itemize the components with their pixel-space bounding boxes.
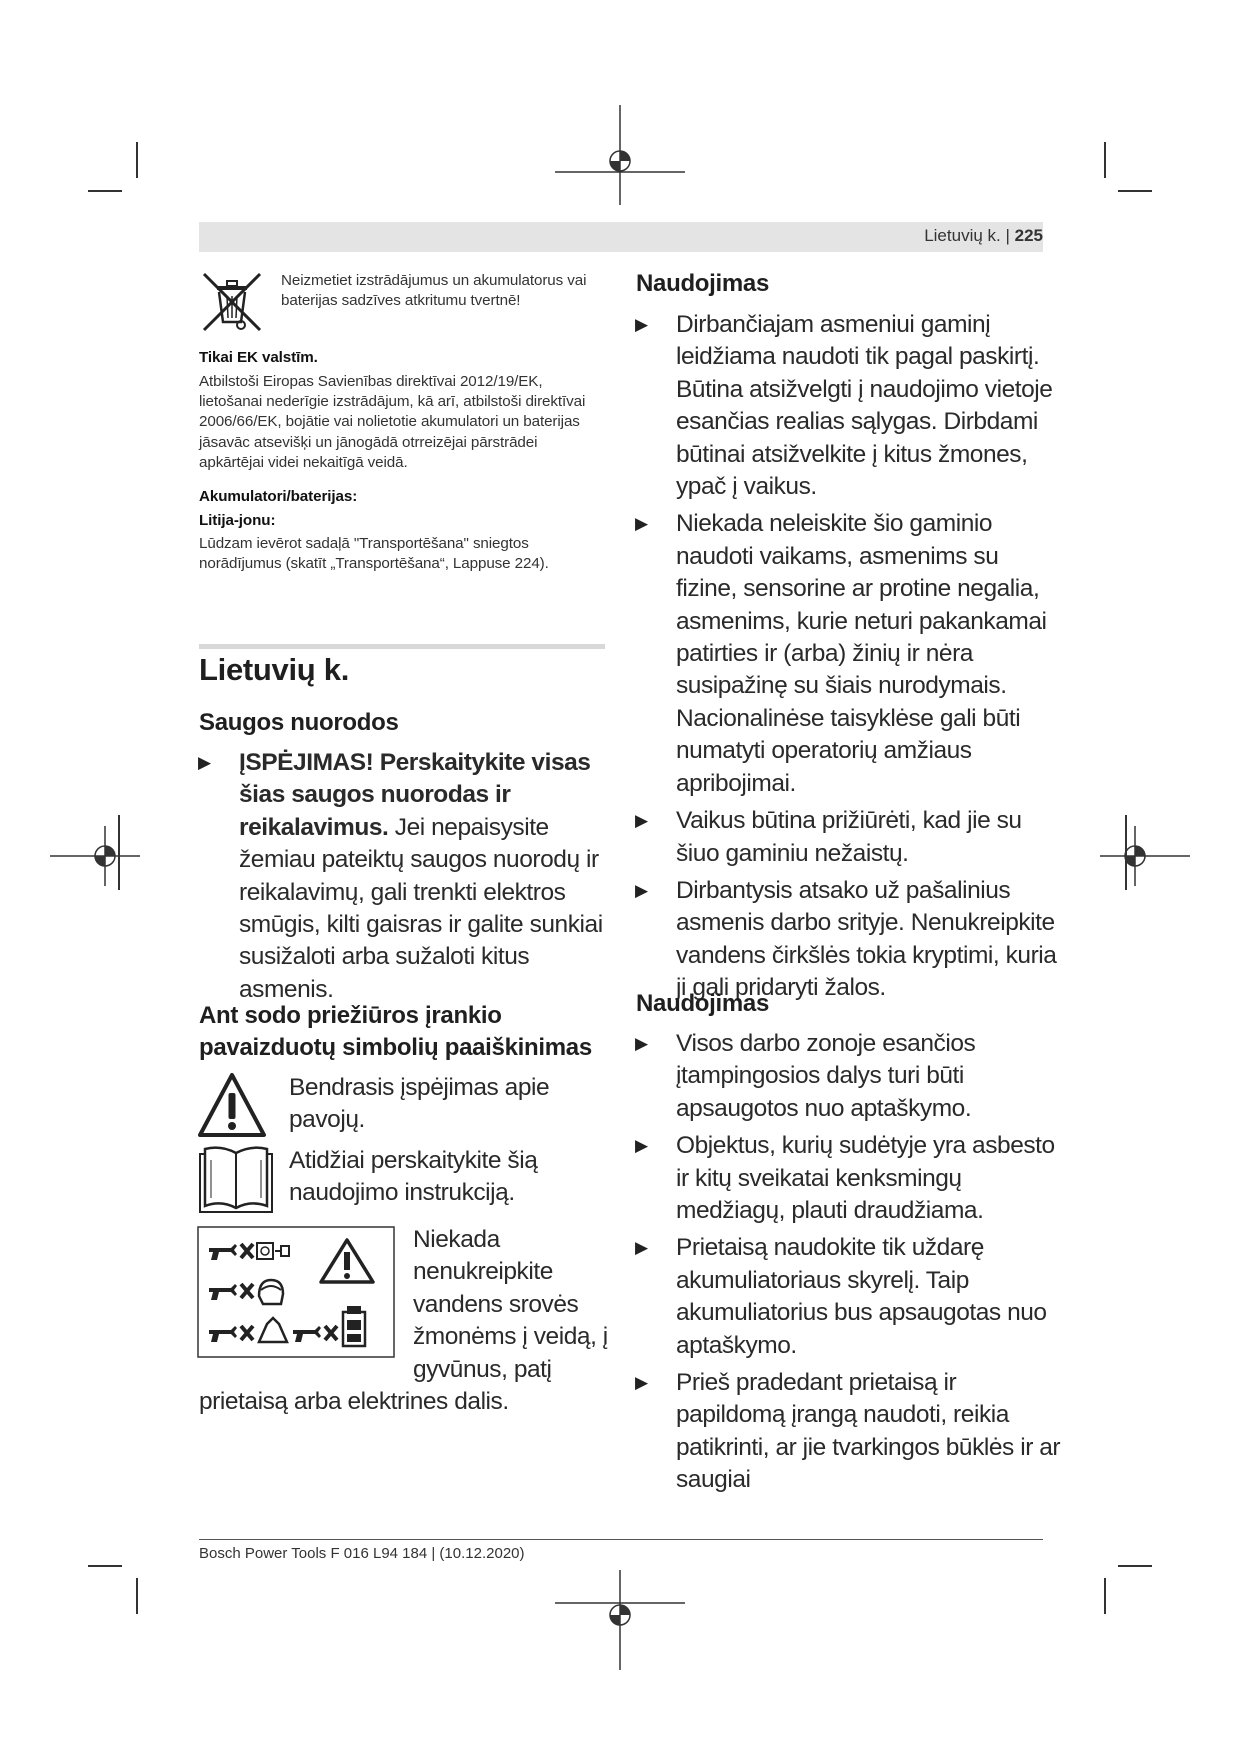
- crop-mark: [1104, 142, 1106, 178]
- usage-item: ▶ Vaikus būtina prižiūrėti, kad jie su šiuo gaminiu nežaistų.: [655, 805, 1063, 870]
- weee-text: Neizmetiet izstrādājumus un akumulatorus vai baterijas sadzīves atkritumu tvertnē!: [281, 272, 587, 310]
- symbols-heading: Ant sodo priežiūros įrankio pavaizduotų simbolių paaiškinimas: [199, 1002, 592, 1061]
- warning-text: Jei nepaisysite žemiau pateiktų saugos nuorodų ir reikalavimų, gali trenkti elektros smūgis, kilti gaisras ir galite sunkiai susižaloti arba sužaloti kitus asmenis.: [239, 813, 603, 1003]
- footer-text: Bosch Power Tools F 016 L94 184 | (10.12.2020): [199, 1545, 525, 1562]
- section-divider: [199, 644, 605, 649]
- usage-item: ▶ Objektus, kurių sudėtyje yra asbesto ir kitų sveikatai kenksmingų medžiagų, plauti draudžiama.: [655, 1130, 1063, 1227]
- no-spray-text: [199, 1224, 611, 1418]
- crop-mark: [88, 1565, 122, 1567]
- lithium-title-text: Litija-jonu:: [199, 512, 276, 529]
- crop-mark: [1118, 1565, 1152, 1567]
- usage-item: ▶ Dirbantysis atsako už pašalinius asmenis darbo srityje. Nenukreipkite vandens čirkšlės tokia kryptimi, kuria ji gali pridaryti žalos.: [655, 875, 1063, 1005]
- safety-heading: Saugos nuorodos: [199, 709, 399, 736]
- warning-triangle-icon: [197, 1072, 267, 1138]
- crop-mark: [136, 1578, 138, 1614]
- ek-title: [199, 348, 318, 368]
- usage-heading-2: Naudojimas: [636, 990, 770, 1017]
- batteries-title: [199, 487, 357, 507]
- usage-item: ▶ Dirbančiajam asmeniui gaminį leidžiama naudoti tik pagal paskirtį. Būtina atsižvelgti į naudojimo vietoje esančias realias sąlygas. Dirbdami būtinai atsižvelkite į kitus žmones, ypač į vaikus.: [655, 309, 1063, 503]
- general-warning-text: Bendrasis įspėjimas apie pavojų.: [289, 1074, 550, 1134]
- registration-mark-right: [1100, 826, 1190, 886]
- manual-book-icon: [197, 1146, 275, 1218]
- warning-block: [218, 747, 605, 1011]
- lithium-text: Lūdzam ievērot sadaļā "Transportēšana" sniegtos norādījumus (skatīt „Transportēšana“, Lappuse 224).: [199, 535, 549, 573]
- warning-bold: ĮSPĖJIMAS! Perskaitykite visas šias saugos nuorodas ir reikalavimus.: [239, 749, 591, 841]
- warning-item: [218, 747, 605, 1006]
- usage-list-2: [655, 1028, 1063, 1502]
- usage-item: ▶ Visos darbo zonoje esančios įtampingosios dalys turi būti apsaugotos nuo aptaškymo.: [655, 1028, 1063, 1125]
- no-spray-float: [199, 1224, 413, 1361]
- language-title: Lietuvių k.: [199, 652, 350, 687]
- crop-mark: [136, 142, 138, 178]
- usage-heading-1: Naudojimas: [636, 270, 770, 297]
- usage-item: ▶ Niekada neleiskite šio gaminio naudoti vaikams, asmenims su fizine, sensorine ar protine negalia, asmenims, kurie neturi pakankamai patirties ir (arba) žinių ir nėra susipažinę su šiais nurodymais. Nacionalinėse taisyklėse gali būti numatyti operatorių amžiaus apribojimai.: [655, 508, 1063, 800]
- header-section: Lietuvių k.: [924, 226, 1001, 245]
- crop-mark: [1118, 190, 1152, 192]
- usage-list-1: [655, 309, 1063, 1010]
- crossed-bin-icon: [200, 270, 264, 334]
- footer-rule: [199, 1539, 1043, 1540]
- crop-mark: [1104, 1578, 1106, 1614]
- batteries-title-text: Akumulatori/baterijas:: [199, 488, 358, 505]
- lithium-title: [199, 511, 275, 531]
- usage-item: ▶ Prieš pradedant prietaisą ir papildomą įrangą naudoti, reikia patikrinti, ar jie tvarkingos būklės ir ar saugiai: [655, 1367, 1063, 1497]
- read-manual-text: Atidžiai perskaitykite šią naudojimo instrukciją.: [289, 1147, 538, 1207]
- registration-mark-top: [555, 105, 685, 205]
- no-spray-label: Niekada nenukreipkite vandens srovės žmonėms į veidą, į gyvūnus, patį prietaisą arba elektrines dalis.: [199, 1226, 608, 1416]
- ek-text: Atbilstoši Eiropas Savienības direktīvai 2012/19/EK, lietošanai nederīgie izstrādājum, kā arī, atbilstoši direktīvai 2006/66/EK, bojātie vai nolietotie akumulatori un baterijas jāsavāc atsevišķi un jānogādā otrreizējai pārstrādei apkārtējai videi nekaitīgā veidā.: [199, 373, 586, 471]
- usage-item: ▶ Prietaisą naudokite tik uždarę akumuliatoriaus skyrelį. Taip akumuliatorius bus apsaugotas nuo aptaškymo.: [655, 1232, 1063, 1362]
- page-header: Lietuvių k. | 225: [924, 226, 1043, 245]
- crop-mark: [88, 190, 122, 192]
- ek-title-text: Tikai EK valstīm.: [199, 349, 318, 366]
- page-number: 225: [1014, 226, 1043, 245]
- header-bar: [199, 222, 1043, 252]
- registration-mark-left: [50, 826, 140, 886]
- registration-mark-bottom: [555, 1570, 685, 1670]
